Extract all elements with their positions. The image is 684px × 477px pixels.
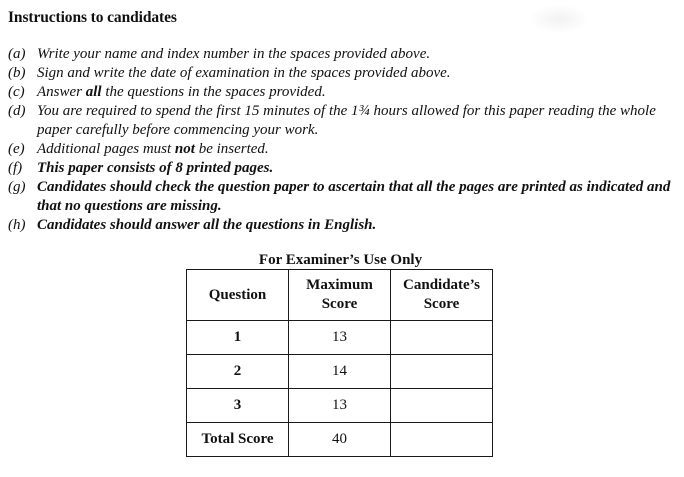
question-number-cell: 3 <box>187 389 289 423</box>
instruction-d <box>8 102 680 140</box>
table-row <box>187 355 493 389</box>
instruction-label: (c) <box>8 84 25 100</box>
instruction-b <box>8 64 680 83</box>
question-number-cell: 1 <box>187 321 289 355</box>
instruction-a <box>8 45 680 64</box>
instruction-text-part: Additional pages must <box>37 141 175 157</box>
instructions-heading: Instructions to candidates <box>8 9 177 26</box>
instruction-f <box>8 159 680 178</box>
instruction-label: (e) <box>8 141 25 157</box>
total-maximum-cell: 40 <box>289 423 391 457</box>
total-row <box>187 423 493 457</box>
instruction-e <box>8 140 680 159</box>
score-table-header-row <box>187 270 493 321</box>
total-score-label: Total Score <box>187 423 289 457</box>
maximum-score-cell: 13 <box>289 389 391 423</box>
header-candidates-line2: Score <box>423 296 460 312</box>
instructions-list <box>8 45 680 235</box>
score-table-title: For Examiner’s Use Only <box>258 252 423 268</box>
maximum-score-cell: 14 <box>289 355 391 389</box>
instruction-label: (b) <box>8 65 26 81</box>
candidate-score-cell[interactable] <box>391 321 493 355</box>
header-maximum-line2: Score <box>321 296 358 312</box>
instruction-text: Write your name and index number in the spaces provided above. <box>37 46 431 62</box>
instruction-label: (d) <box>8 103 26 119</box>
instruction-text-part: the questions in the spaces provided. <box>101 84 326 100</box>
maximum-score-cell: 13 <box>289 321 391 355</box>
header-candidates-line1: Candidate’s <box>403 277 480 293</box>
instruction-text: Candidates should check the question paper to ascertain that all the pages are printed as indicated and that no questions are missing. <box>37 179 671 214</box>
instruction-text: Candidates should answer all the questions in English. <box>37 217 377 233</box>
candidate-score-cell[interactable] <box>391 389 493 423</box>
instruction-text: Sign and write the date of examination in the spaces provided above. <box>37 65 451 81</box>
candidate-score-cell[interactable] <box>391 355 493 389</box>
instruction-h <box>8 216 680 235</box>
header-maximum-score <box>289 270 391 321</box>
instruction-g <box>8 178 680 216</box>
instruction-c <box>8 83 680 102</box>
instruction-text: This paper consists of 8 printed pages. <box>37 160 274 176</box>
instruction-text-part: be inserted. <box>194 141 269 157</box>
header-candidates-score <box>391 270 493 321</box>
instruction-label: (h) <box>8 217 26 233</box>
total-candidate-cell[interactable] <box>391 423 493 457</box>
instruction-label: (f) <box>8 160 23 176</box>
scan-smudge <box>528 4 590 34</box>
table-row <box>187 389 493 423</box>
instruction-text: You are required to spend the first 15 minutes of the 1¾ hours allowed for this paper reading the whole paper carefully before commencing your work. <box>37 103 656 138</box>
header-question: Question <box>187 270 289 321</box>
question-number-cell: 2 <box>187 355 289 389</box>
instruction-label: (a) <box>8 46 26 62</box>
examiner-score-table <box>186 269 493 457</box>
instruction-text <box>37 84 326 100</box>
instruction-text-part: Answer <box>37 84 86 100</box>
instruction-emphasis: not <box>174 141 195 157</box>
table-row <box>187 321 493 355</box>
instruction-emphasis: all <box>85 84 102 100</box>
instruction-label: (g) <box>8 179 26 195</box>
instruction-text <box>37 141 269 157</box>
header-maximum-line1: Maximum <box>306 277 373 293</box>
